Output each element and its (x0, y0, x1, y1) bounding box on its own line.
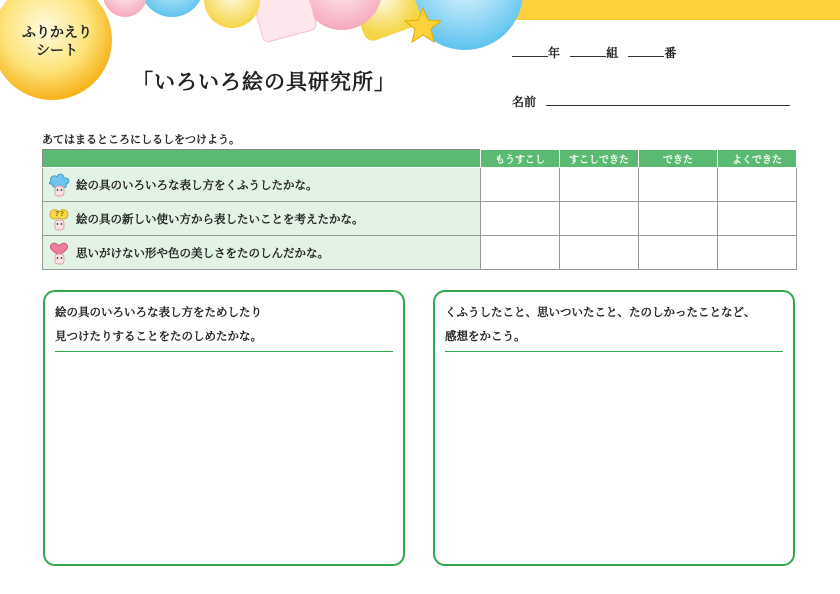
pink-heart-character-icon (46, 240, 72, 266)
col-header-2: すこしできた (560, 150, 639, 168)
prompt-line-2: 感想をかこう。 (445, 329, 526, 343)
table-row (43, 236, 797, 270)
rating-cell-1[interactable] (481, 236, 560, 270)
name-row (512, 93, 790, 110)
prompt-line-1: 絵の具のいろいろな表し方をためしたり (55, 305, 262, 319)
number-label: 番 (664, 46, 677, 60)
col-header-4: よくできた (718, 150, 797, 168)
sheet-badge (18, 24, 96, 60)
rating-cell-4[interactable] (718, 168, 797, 202)
badge-line-2: シート (36, 43, 78, 59)
yellow-bubble (204, 0, 260, 28)
yellow-character-icon (46, 206, 72, 232)
year-label: 年 (548, 46, 561, 60)
page-title: 「いろいろ絵の具研究所」 (132, 70, 396, 94)
rating-cell-2[interactable] (560, 236, 639, 270)
table-row (43, 168, 797, 202)
reflection-box-right[interactable] (433, 290, 795, 566)
question-text: 思いがけない形や色の美しさをたのしんだかな。 (76, 245, 329, 260)
table-row (43, 202, 797, 236)
instruction-text: あてはまるところにしるしをつけよう。 (42, 133, 240, 146)
blue-character-icon (46, 172, 72, 198)
rating-cell-3[interactable] (639, 236, 718, 270)
rating-cell-2[interactable] (560, 168, 639, 202)
class-label: 組 (606, 46, 619, 60)
svg-text:?: ? (55, 209, 60, 218)
reflection-box-left[interactable] (43, 290, 405, 566)
number-field[interactable] (628, 44, 664, 57)
rating-header-row (43, 150, 797, 168)
divider (445, 351, 783, 352)
blue-bubble-2 (140, 0, 204, 17)
prompt-line-1: くふうしたこと、思いついたこと、たのしかったことなど、 (445, 305, 756, 319)
question-cell (43, 236, 481, 270)
col-header-1: もうすこし (481, 150, 560, 168)
question-text: 絵の具のいろいろな表し方をくふうしたかな。 (76, 177, 318, 192)
pink-bubble-2 (103, 0, 147, 17)
divider (55, 351, 393, 352)
question-cell (43, 202, 481, 236)
reflection-prompt-left (55, 300, 262, 348)
class-info (512, 44, 676, 61)
svg-text:?: ? (60, 209, 65, 218)
rating-cell-1[interactable] (481, 202, 560, 236)
question-text: 絵の具の新しい使い方から表したいことを考えたかな。 (76, 211, 364, 226)
class-field[interactable] (570, 44, 606, 57)
name-label: 名前 (512, 95, 537, 109)
header-blank (43, 150, 481, 168)
rating-cell-2[interactable] (560, 202, 639, 236)
reflection-prompt-right (445, 300, 756, 348)
top-band (500, 0, 840, 20)
question-cell (43, 168, 481, 202)
year-field[interactable] (512, 44, 548, 57)
name-field[interactable] (546, 93, 790, 106)
badge-line-1: ふりかえり (22, 25, 92, 41)
rating-cell-4[interactable] (718, 236, 797, 270)
rating-cell-4[interactable] (718, 202, 797, 236)
col-header-3: できた (639, 150, 718, 168)
rating-cell-1[interactable] (481, 168, 560, 202)
rating-cell-3[interactable] (639, 168, 718, 202)
rating-cell-3[interactable] (639, 202, 718, 236)
prompt-line-2: 見つけたりすることをたのしめたかな。 (55, 329, 262, 343)
rating-table (42, 149, 797, 270)
